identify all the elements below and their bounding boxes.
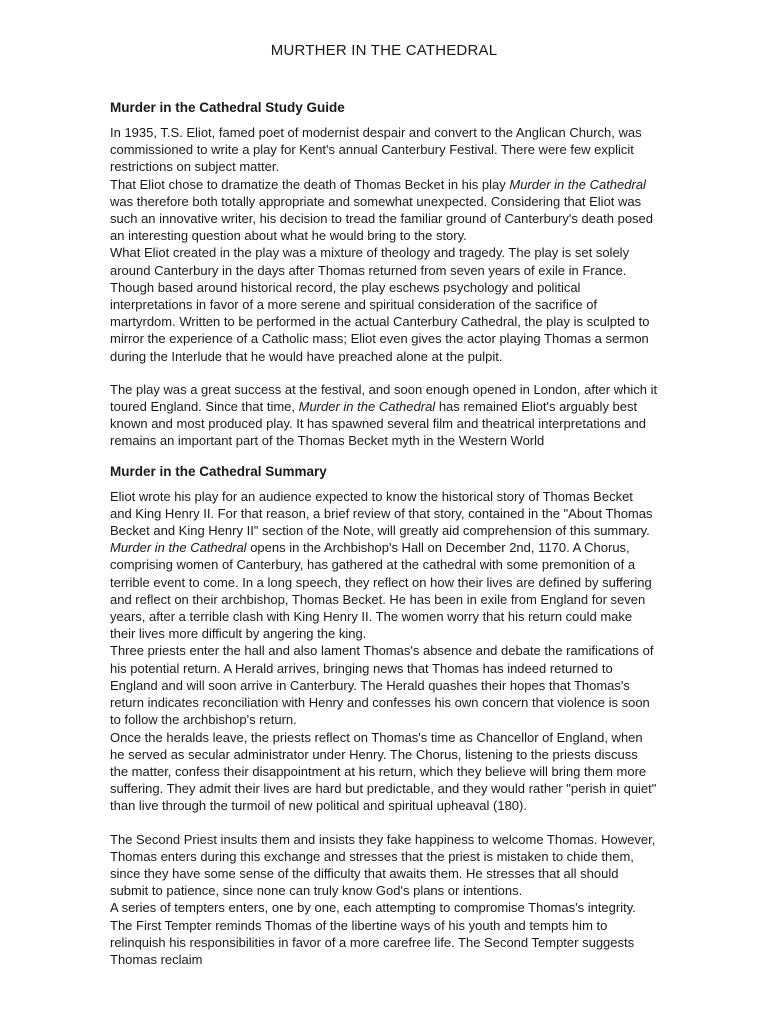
play-title-italic: Murder in the Cathedral [298, 399, 436, 415]
summary-paragraph-7: The First Tempter reminds Thomas of the libertine ways of his youth and tempts him to relinquish his responsibilities in favor of a more carefree life. The Second Tempter suggests Thomas reclaim [110, 917, 635, 967]
play-title-italic: Murder in the Cathedral [509, 176, 646, 192]
paragraph-text: The play was a great success at the festival, and soon enough opened in London, after which it toured England. Since that time, [110, 381, 658, 415]
study-guide-paragraph-4 [110, 381, 658, 450]
summary-paragraph-3: Three priests enter the hall and also lament Thomas's absence and debate the ramifications of his potential return. A Herald arrives, bringing news that Thomas has indeed returned to England and will soon arrive in Canterbury. The Herald quashes their hopes that Thomas's return indicates reconciliation with Henry and confesses his own concern that violence is soon to follow the archbishop's return. [110, 643, 654, 728]
paragraph-text: has remained Eliot's arguably best known and most produced play. It has spawned several film and theatrical interpretations and remains an important part of the Thomas Becket myth in the Western World [110, 399, 646, 449]
document-title: MURTHER IN THE CATHEDRAL [270, 42, 498, 59]
paragraph-text: was therefore both totally appropriate and somewhat unexpected. Considering that Eliot was such an innovative writer, his decision to tread the familiar ground of Canterbury's death posed an interesting question about what he would bring to the story. [110, 193, 654, 244]
summary-paragraph-5: The Second Priest insults them and insists they fake happiness to welcome Thomas. However, Thomas enters during this exchange and stresses that the priest is mistaken to chide them, since they have some sense of the difficulty that awaits them. He stresses that all should submit to patience, since none can truly know God's plans or intentions. [110, 831, 656, 899]
summary-paragraph-2 [110, 539, 658, 642]
study-guide-paragraph-1: In 1935, T.S. Eliot, famed poet of modernist despair and convert to the Anglican Church, was commissioned to write a play for Kent's annual Canterbury Festival. There were few explicit restrictions on subject matter. [110, 125, 642, 175]
summary-paragraph-4: Once the heralds leave, the priests reflect on Thomas's time as Chancellor of England, when he served as secular administrator under Henry. The Chorus, listening to the priests discuss the matter, confess their disappointment at his return, which they believe will bring them more suffering. They admit their lives are hard but predictable, and they would rather "perish in quiet" than live through the turmoil of new political and spiritual upheaval (180). [110, 729, 657, 814]
study-guide-paragraph-2 [110, 176, 658, 245]
summary-paragraph-6: A series of tempters enters, one by one, each attempting to compromise Thomas's integrity. [110, 900, 636, 916]
summary-heading: Murder in the Cathedral Summary [110, 463, 327, 479]
summary-paragraph-1: Eliot wrote his play for an audience expected to know the historical story of Thomas Becket and King Henry II. For that reason, a brief review of that story, contained in the "About Thomas Becket and King Henry II" section of the Note, will greatly aid comprehension of this summary. [110, 488, 653, 539]
paragraph-text: That Eliot chose to dramatize the death of Thomas Becket in his play [110, 176, 510, 192]
paragraph-text: opens in the Archbishop's Hall on December 2nd, 1170. A Chorus, comprising women of Canterbury, has gathered at the cathedral with some premonition of a terrible event to come. In a long speech, they reflect on how their lives are defined by suffering and reflect on their archbishop, Thomas Becket. He has been in exile from England for seven years, after a terrible clash with King Henry II. The women worry that his return could make their lives more difficult by angering the king. [110, 540, 652, 642]
study-guide-section [110, 98, 658, 450]
document-body [110, 98, 658, 968]
study-guide-heading: Murder in the Cathedral Study Guide [110, 100, 345, 115]
summary-section [110, 462, 658, 968]
study-guide-paragraph-3: What Eliot created in the play was a mixture of theology and tragedy. The play is set solely around Canterbury in the days after Thomas returned from seven years of exile in France. Though based around historical record, the play eschews psychology and political interpretations in favor of a more serene and spiritual consideration of the sacrifice of martyrdom. Written to be performed in the actual Canterbury Cathedral, the play is sculpted to mirror the experience of a Catholic mass; Eliot even gives the actor playing Thomas a sermon during the Interlude that he would have preached alone at the pulpit. [110, 245, 650, 364]
play-title-italic: Murder in the Cathedral [110, 540, 247, 556]
